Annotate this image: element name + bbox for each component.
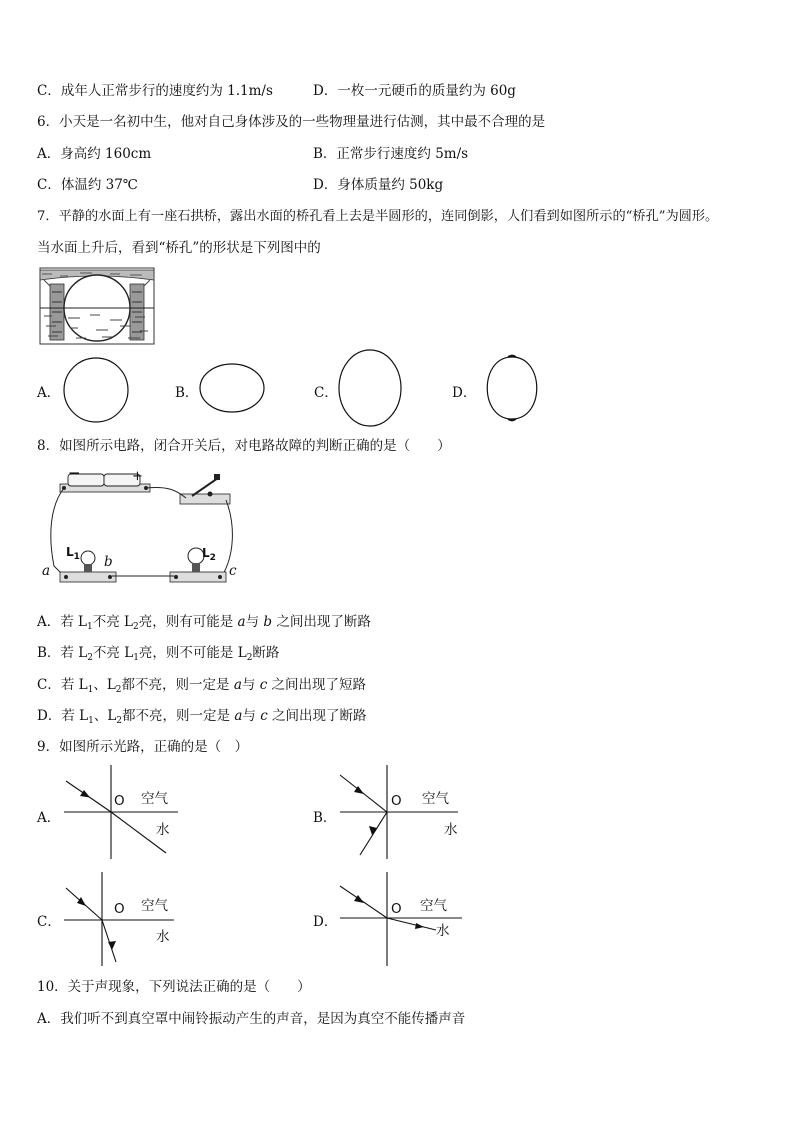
battery-plus-label: + [132,469,143,484]
q9-diagram-d [336,872,466,968]
bridge-figure [40,268,154,344]
q8-option-d: D．若 $L_1$、$L_2$都不亮，则一定是 a与 c 之间出现了断路 [37,708,367,726]
q9-a-water-label: 水 [156,822,170,838]
lamp-l1-label: $L_1$ [66,545,80,562]
q6-option-d: D．身体质量约 50kg [313,177,444,193]
q9-stem: 9．如图所示光路，正确的是（ ） [37,739,249,755]
q9-diagram-c [60,872,190,968]
q9-label-b: B． [313,810,337,826]
q7-label-d: D． [452,385,477,401]
q6-option-c: C．体温约 37℃ [37,177,138,193]
q9-label-d: D． [313,914,338,930]
q9-label-c: C． [37,914,61,930]
q7-label-c: C． [314,385,338,401]
q7-option-c-tall-ellipse [337,348,407,430]
point-a-label: a [42,563,51,579]
q7-option-a-circle [60,355,132,425]
lamp-l2-label: $L_2$ [202,546,216,563]
q8-option-b: B．若 $L_2$不亮 $L_1$亮，则不可能是 $L_2$断路 [37,645,280,663]
q9-a-air-label: 空气 [141,791,168,807]
q7-label-a: A． [37,385,61,401]
q9-b-point-o: O [391,793,402,809]
point-c-label: c [229,563,237,579]
q7-option-d-shape [475,353,549,423]
q5-option-d: D．一枚一元硬币的质量约为 60g [313,83,516,99]
q9-label-a: A． [37,810,61,826]
q9-c-air-label: 空气 [141,898,168,914]
q8-option-c: C．若 $L_1$、$L_2$都不亮，则一定是 a与 c 之间出现了短路 [37,677,367,695]
q10-stem: 10．关于声现象，下列说法正确的是（ ） [37,979,311,995]
q5-option-c: C．成年人正常步行的速度约为 1.1m/s [37,83,273,99]
battery-minus-label: − [68,464,81,482]
point-b-label: b [104,554,113,570]
q8-option-a: A．若 $L_1$不亮 $L_2$亮，则有可能是 a与 b 之间出现了断路 [37,614,371,632]
q9-diagram-a [60,765,190,861]
q7-label-b: B． [175,385,199,401]
q9-d-air-label: 空气 [420,898,447,914]
q9-c-point-o: O [114,901,125,917]
circuit-figure [38,466,248,604]
q7-option-b-ellipse [198,363,270,415]
q6-option-a: A．身高约 160cm [37,146,152,162]
q9-d-point-o: O [391,901,402,917]
q8-stem: 8．如图所示电路，闭合开关后，对电路故障的判断正确的是（ ） [37,438,451,454]
q6-stem: 6．小天是一名初中生，他对自己身体涉及的一些物理量进行估测，其中最不合理的是 [37,114,546,130]
q7-stem-line1: 7．平静的水面上有一座石拱桥，露出水面的桥孔看上去是半圆形的，连同倒影，人们看到如图所示的“桥孔”为圆形。 [37,209,719,224]
q9-c-water-label: 水 [156,929,170,945]
q9-d-water-label: 水 [436,923,450,939]
q9-b-air-label: 空气 [422,791,449,807]
q10-option-a: A．我们听不到真空罩中闹铃振动产生的声音，是因为真空不能传播声音 [37,1011,466,1027]
q6-option-b: B．正常步行速度约 5m/s [313,146,469,162]
q7-stem-line2: 当水面上升后，看到“桥孔”的形状是下列图中的 [37,240,321,256]
q9-b-water-label: 水 [444,822,458,838]
q9-diagram-b [336,765,466,861]
q9-a-point-o: O [114,793,125,809]
